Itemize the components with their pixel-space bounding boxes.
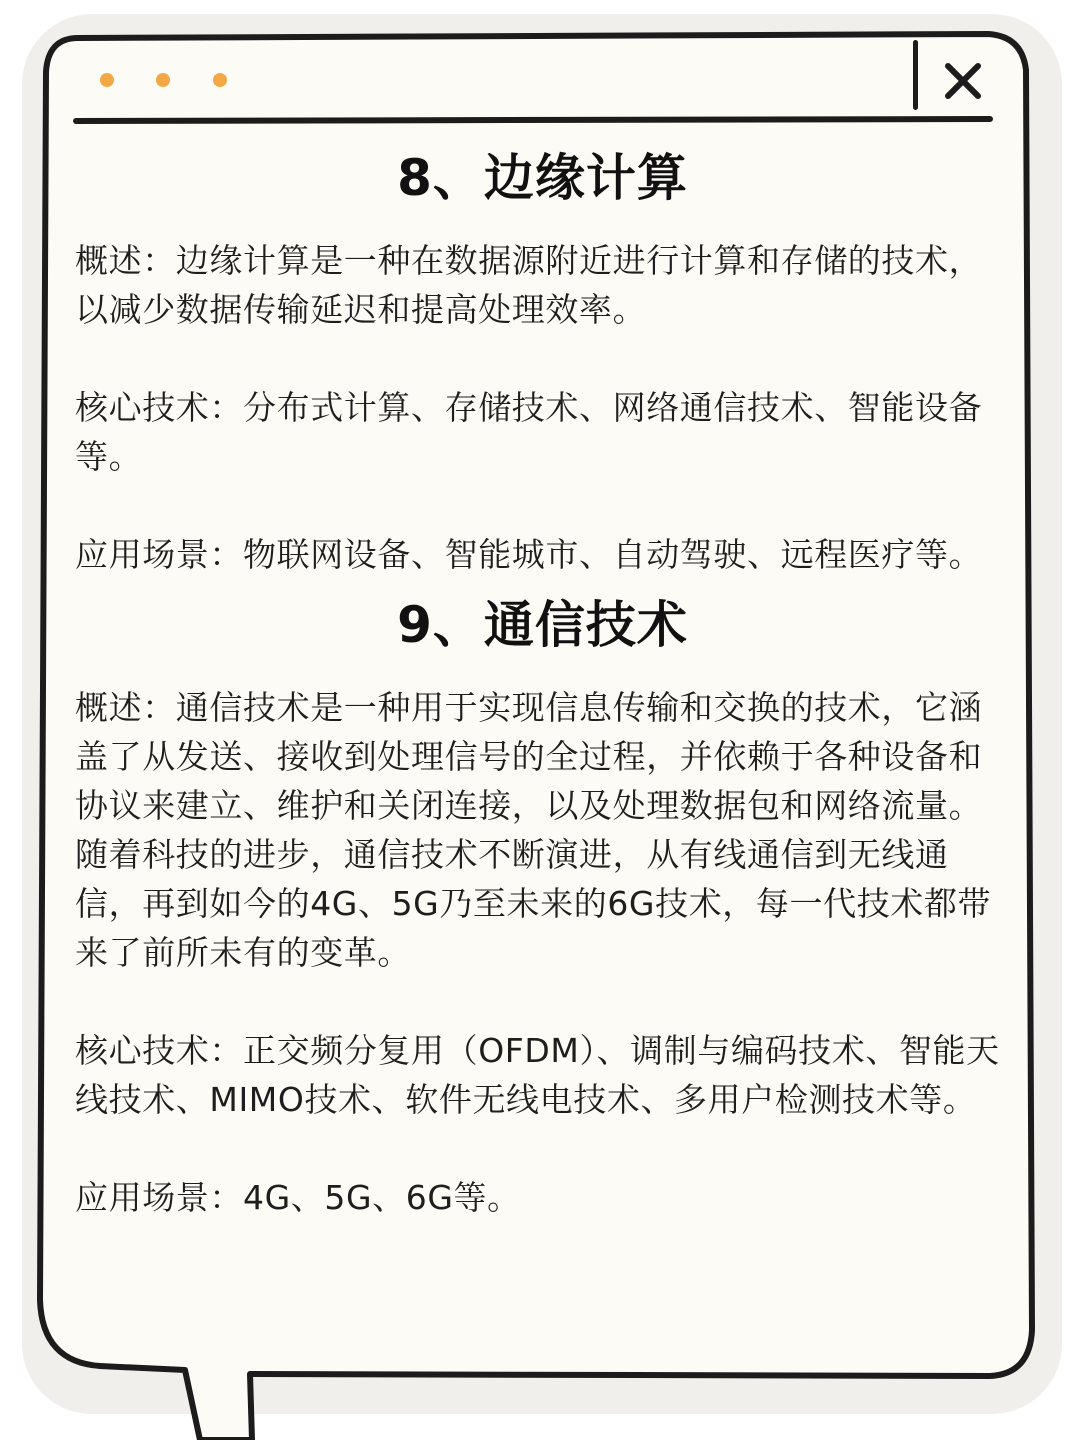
titlebar-separator [913, 40, 918, 110]
communication-tech-applications: 应用场景：4G、5G、6G等。 [75, 1178, 521, 1217]
communication-tech-overview: 概述：通信技术是一种用于实现信息传输和交换的技术，它涵盖了从发送、接收到处理信号的全过程，并依赖于各种设备和协议来建立、维护和关闭连接，以及处理数据包和网络流量。随着科技的进步，通信技术不断演进，从有线通信到无线通信，再到如今的4G、5G乃至未来的6G技术，每一代技术都带来了前所未有的变革。 [75, 688, 992, 972]
edge-computing-overview: 概述：边缘计算是一种在数据源附近进行计算和存储的技术，以减少数据传输延迟和提高处理效率。 [75, 241, 983, 329]
close-icon [936, 54, 992, 110]
edge-computing-core-tech: 核心技术：分布式计算、存储技术、网络通信技术、智能设备等。 [75, 388, 983, 476]
edge-computing-applications: 应用场景：物联网设备、智能城市、自动驾驶、远程医疗等。 [75, 535, 983, 574]
window-dot-1 [100, 73, 114, 87]
section-title-edge-computing: 8、边缘计算 [397, 149, 688, 207]
communication-tech-core-tech: 核心技术：正交频分复用（OFDM）、调制与编码技术、智能天线技术、MIMO技术、软件无线电技术、多用户检测技术等。 [75, 1031, 1000, 1119]
close-button[interactable] [936, 54, 992, 110]
window-dot-2 [156, 73, 170, 87]
window-dot-3 [213, 73, 227, 87]
content-area [75, 140, 1010, 1222]
section-title-communication-tech: 9、通信技术 [397, 596, 688, 654]
